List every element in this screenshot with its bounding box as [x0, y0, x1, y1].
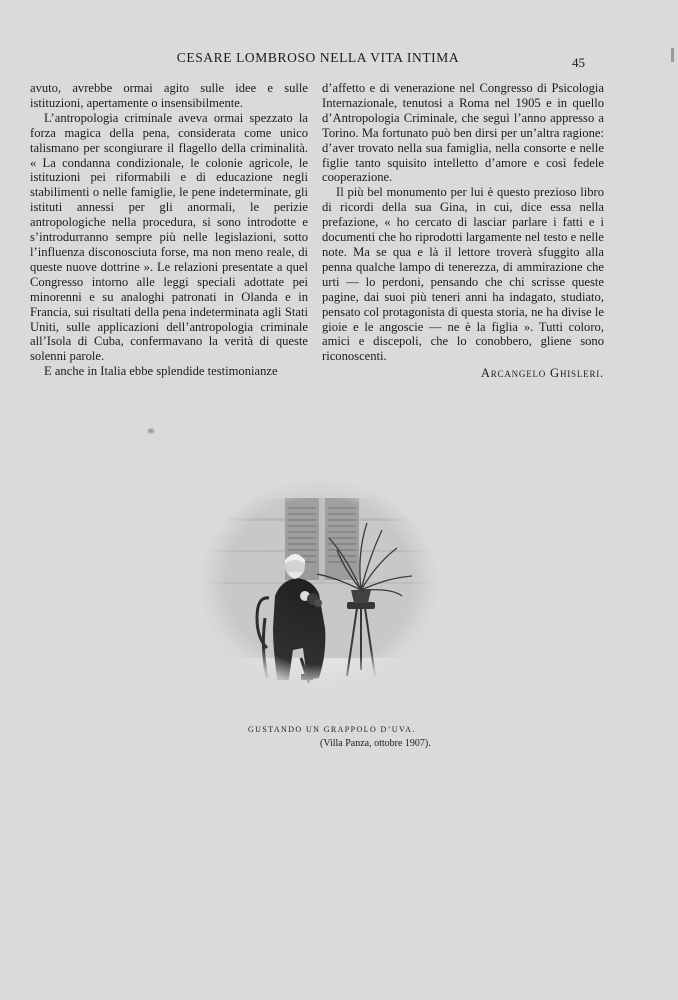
left-text-column	[30, 81, 308, 379]
running-header	[0, 50, 678, 72]
paper-speck	[147, 428, 155, 434]
figure-caption-title: GUSTANDO UN GRAPPOLO D’UVA.	[248, 725, 416, 734]
page-number: 45	[572, 55, 585, 70]
figure-caption-subtitle: (Villa Panza, ottobre 1907).	[320, 738, 431, 749]
paragraph: Il più bel monumento per lui è questo prezioso libro di ricordi della sua Gina, in cui, dice essa nella prefazione, « ho cercato di lasciar parlare i fatti e i documenti che ho riprodotti largamente nel testo e nelle note. Ma se qua e là il lettore troverà sfuggito alla penna qualche lampo di tenerezza, di ammirazione che urti — lo perdoni, pensando che chi scrisse queste pagine, dai suoi più teneri anni ha indagato, studiato, pensato col protagonista di questa storia, ne ha divise le gioie e le angoscie — ne è la figlia ». Tutti coloro, amici e discepoli, che lo conobbero, gliene sono riconoscenti.	[322, 185, 604, 364]
author-signature: Arcangelo Ghisleri.	[480, 366, 604, 381]
paragraph: E anche in Italia ebbe splendide testimonianze	[44, 364, 278, 379]
paragraph: d’affetto e di venerazione nel Congresso di Psicologia Internazionale, tenutosi a Roma nel 1905 e in quello d’Antropologia Criminale, che seguì l’anno appresso a Torino. Ma fortunato può ben dirsi per un’altra ragione: d’aver trovato nella sua famiglia, nella consorte e nelle figlie tanto squisito intelletto d’amore e così fedele cooperazione.	[322, 81, 604, 185]
paragraph: avuto, avrebbe ormai agito sulle idee e sulle istituzioni, apertamente o insensibilmente.	[30, 81, 308, 110]
right-text-column	[322, 81, 604, 381]
vignette-photograph	[197, 478, 442, 698]
running-title: CESARE LOMBROSO NELLA VITA INTIMA	[176, 50, 460, 65]
photograph-image	[197, 478, 442, 698]
paragraph: L’antropologia criminale aveva ormai spezzato la forza magica della pena, considerata come unico talismano per scongiurare il flagello della criminalità. « La condanna condizionale, le colonie agricole, le istituzioni pei riformabili e di educazione negli stabilimenti o nelle famiglie, le pene indeterminate, gli istituti annessi per gli anormali, le perizie antropologiche nella procedura, si sono introdotte e s’introdurranno sempre più nelle legislazioni, sotto l’influenza disconosciuta forse, ma non meno reale, di queste nuove dottrine ». Le relazioni presentate a quel Congresso intorno alle leggi speciali adottate pei minorenni e su analoghi patronati in Olanda e in Francia, sui risultati della pena indeterminata agli Stati Uniti, sulle applicazioni dell’antropologia criminale all’Isola di Cuba, confermavano la verità di queste solenni parole.	[30, 110, 308, 364]
page-edge-mark	[671, 48, 674, 62]
